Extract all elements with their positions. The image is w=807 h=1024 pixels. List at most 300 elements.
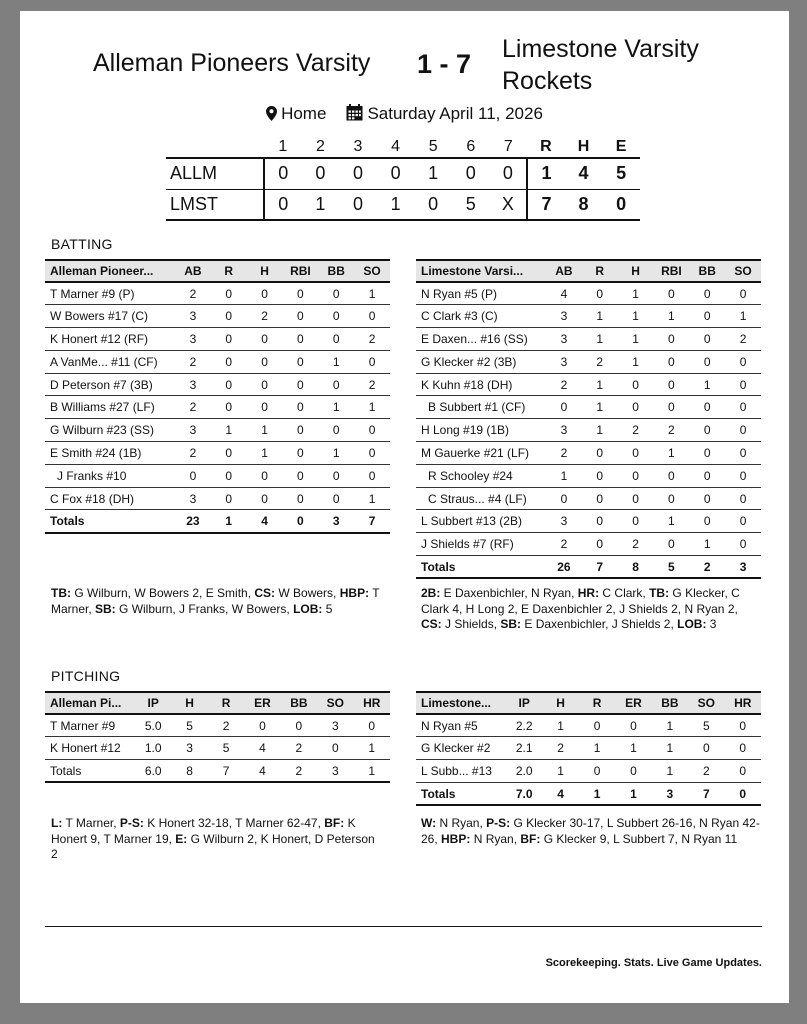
stat-cell: 2 (582, 350, 618, 373)
stat-cell: 1 (725, 305, 761, 328)
team-column-header: Alleman Pioneer... (45, 260, 175, 282)
stat-cell: 1 (582, 328, 618, 351)
player-name: C Fox #18 (DH) (45, 487, 175, 510)
player-row (45, 737, 390, 760)
home-batting-table (416, 259, 761, 579)
game-meta (20, 104, 789, 126)
total-hits: 8 (565, 189, 603, 220)
stat-cell: 0 (247, 282, 283, 305)
player-row (45, 373, 390, 396)
stat-cell: 0 (725, 350, 761, 373)
stat-cell: 1 (318, 350, 354, 373)
stat-cell: 0 (689, 396, 725, 419)
total-cell: 7.0 (506, 782, 542, 805)
player-name: A VanMe... #11 (CF) (45, 350, 175, 373)
stat-cell: 2 (618, 533, 654, 556)
line-score-row-away (166, 158, 640, 189)
stat-cell: 2 (653, 419, 689, 442)
stat-cell: 2 (175, 350, 211, 373)
player-row (416, 305, 761, 328)
inning-runs: 0 (377, 158, 415, 189)
stat-cell: 0 (211, 442, 247, 465)
note-label: CS: (421, 617, 442, 631)
total-cell: 3 (725, 556, 761, 579)
total-cell: 1 (579, 782, 615, 805)
player-row (416, 760, 761, 783)
stat-cell: 0 (653, 373, 689, 396)
stat-cell: 1 (546, 464, 582, 487)
note-text: N Ryan, (470, 831, 521, 846)
total-hits: 4 (565, 158, 603, 189)
total-cell: 2 (281, 760, 317, 783)
player-row (45, 328, 390, 351)
final-score: 1 - 7 (417, 49, 472, 79)
stat-cell: 3 (546, 350, 582, 373)
player-name: K Honert #12 (RF) (45, 328, 175, 351)
stat-cell: 0 (618, 464, 654, 487)
stat-cell: 5 (688, 714, 724, 737)
totals-row (416, 556, 761, 579)
note-label: L: (51, 816, 63, 830)
stat-cell: 2.2 (506, 714, 542, 737)
stat-cell: 0 (689, 487, 725, 510)
note-text: T Marner, (51, 586, 383, 616)
stat-cell: 0 (653, 282, 689, 305)
note-text: K Honert 9, T Marner 19, (51, 816, 359, 846)
player-row (416, 373, 761, 396)
player-name: J Shields #7 (RF) (416, 533, 546, 556)
player-name: G Klecker #2 (3B) (416, 350, 546, 373)
total-cell: 1 (615, 782, 651, 805)
stat-cell: 0 (653, 350, 689, 373)
stat-cell: 1 (582, 373, 618, 396)
stat-cell: 1 (618, 328, 654, 351)
home-pitching-notes (421, 816, 761, 847)
stat-column-header: SO (354, 260, 390, 282)
stat-column-header: R (208, 692, 244, 714)
stat-cell: 0 (618, 487, 654, 510)
stat-cell: 0 (689, 305, 725, 328)
note-label: SB: (95, 601, 116, 616)
stat-cell: 0 (615, 760, 651, 783)
total-cell: 4 (244, 760, 280, 783)
player-name: D Peterson #7 (3B) (45, 373, 175, 396)
player-row (45, 396, 390, 419)
stat-cell: 0 (282, 282, 318, 305)
player-name: T Marner #9 (45, 714, 135, 737)
stat-cell: 2 (247, 305, 283, 328)
stat-column-header: HR (725, 692, 761, 714)
note-label: BF: (324, 816, 345, 830)
totals-row (45, 760, 390, 783)
stat-cell: 1 (653, 305, 689, 328)
game-location: Home (281, 104, 327, 123)
stat-cell: 0 (725, 442, 761, 465)
stat-cell: 0 (618, 510, 654, 533)
footer-divider (45, 926, 762, 927)
stat-cell: 2 (546, 442, 582, 465)
stat-cell: 0 (618, 373, 654, 396)
stat-cell: 0 (354, 305, 390, 328)
total-cell: 3 (318, 510, 354, 533)
stat-column-header: HR (354, 692, 390, 714)
stat-cell: 0 (653, 464, 689, 487)
stat-column-header: BB (689, 260, 725, 282)
total-cell: 23 (175, 510, 211, 533)
stat-cell: 0 (582, 442, 618, 465)
stat-cell: 2 (354, 373, 390, 396)
stat-cell: 0 (211, 305, 247, 328)
note-label: W: (421, 816, 437, 830)
stat-column-header: BB (318, 260, 354, 282)
stat-cell: 0 (211, 282, 247, 305)
stat-cell: 2 (546, 533, 582, 556)
stat-cell: 0 (725, 464, 761, 487)
stat-cell: 0 (689, 464, 725, 487)
total-errors: 5 (602, 158, 640, 189)
table-header-row (416, 260, 761, 282)
stat-cell: 0 (282, 464, 318, 487)
total-cell: 4 (247, 510, 283, 533)
stat-cell: 1 (618, 305, 654, 328)
stat-cell: 2 (546, 373, 582, 396)
note-label: E: (175, 831, 188, 846)
stat-cell: 0 (318, 328, 354, 351)
stat-cell: 0 (725, 714, 761, 737)
player-row (45, 305, 390, 328)
stat-column-header: SO (317, 692, 353, 714)
stat-column-header: H (618, 260, 654, 282)
player-name: N Ryan #5 (P) (416, 282, 546, 305)
totals-row (416, 782, 761, 805)
player-name: L Subb... #13 (416, 760, 506, 783)
stat-cell: 0 (211, 464, 247, 487)
note-text: C Clark, (599, 586, 650, 600)
stat-cell: 0 (282, 350, 318, 373)
stat-cell: 0 (725, 510, 761, 533)
total-cell: 7 (688, 782, 724, 805)
stat-cell: 0 (244, 714, 280, 737)
stat-cell: 2 (175, 282, 211, 305)
note-label: HBP: (441, 831, 471, 846)
batting-section-title: BATTING (51, 236, 113, 252)
inning-runs: 0 (490, 158, 528, 189)
note-label: 2B: (421, 586, 441, 600)
stat-column-header: H (542, 692, 578, 714)
stat-cell: 0 (282, 487, 318, 510)
total-cell: 6.0 (135, 760, 171, 783)
total-cell: 1 (354, 760, 390, 783)
player-name: L Subbert #13 (2B) (416, 510, 546, 533)
stat-column-header: AB (175, 260, 211, 282)
player-name: E Daxen... #16 (SS) (416, 328, 546, 351)
player-row (416, 396, 761, 419)
line-score-table (166, 136, 640, 221)
stat-cell: 0 (247, 464, 283, 487)
stat-cell: 1 (247, 419, 283, 442)
stat-cell: 0 (247, 487, 283, 510)
stat-cell: 0 (579, 760, 615, 783)
stat-cell: 0 (725, 419, 761, 442)
stat-column-header: H (247, 260, 283, 282)
total-runs: 1 (527, 158, 565, 189)
player-name: G Wilburn #23 (SS) (45, 419, 175, 442)
note-label: HBP: (339, 586, 370, 600)
note-label: LOB: (293, 601, 323, 616)
totals-label: Totals (45, 760, 135, 783)
inning-header: 7 (503, 137, 513, 155)
player-row (45, 442, 390, 465)
player-row (45, 714, 390, 737)
stat-cell: 2 (354, 328, 390, 351)
inning-runs: 0 (339, 189, 377, 220)
inning-runs: 0 (452, 158, 490, 189)
note-label: TB: (649, 586, 670, 600)
player-row (416, 282, 761, 305)
stat-cell: 0 (689, 350, 725, 373)
away-batting-table (45, 259, 390, 534)
stat-cell: 0 (689, 510, 725, 533)
stat-column-header: R (582, 260, 618, 282)
note-label: CS: (254, 586, 276, 600)
total-cell: 8 (618, 556, 654, 579)
note-text: E Daxenbichler, J Shields 2, (521, 617, 678, 631)
stat-cell: 4 (244, 737, 280, 760)
home-pitching-table (416, 691, 761, 806)
inning-runs: 0 (339, 158, 377, 189)
player-row (416, 737, 761, 760)
stat-cell: 0 (175, 464, 211, 487)
player-row (45, 419, 390, 442)
line-score-header (166, 136, 640, 158)
inning-runs: 0 (414, 189, 452, 220)
stat-cell: 2 (725, 328, 761, 351)
stat-cell: 0 (317, 737, 353, 760)
stat-cell: 1 (689, 533, 725, 556)
stat-cell: 0 (354, 442, 390, 465)
team-abbr: ALLM (166, 158, 264, 189)
stat-cell: 0 (582, 464, 618, 487)
runs-header: R (540, 137, 552, 155)
stat-cell: 0 (615, 714, 651, 737)
stat-column-header: ER (244, 692, 280, 714)
stat-cell: 0 (282, 442, 318, 465)
stat-cell: 2 (618, 419, 654, 442)
total-cell: 7 (208, 760, 244, 783)
player-row (416, 419, 761, 442)
note-label: P-S: (119, 816, 144, 830)
stat-column-header: BB (652, 692, 688, 714)
stat-cell: 0 (689, 328, 725, 351)
pitching-section-title: PITCHING (51, 668, 121, 684)
player-name: J Franks #10 (45, 464, 175, 487)
scorebook-sheet (20, 11, 789, 1003)
stat-cell: 0 (211, 487, 247, 510)
stat-cell: 0 (354, 714, 390, 737)
total-cell: 3 (317, 760, 353, 783)
stat-column-header: RBI (653, 260, 689, 282)
player-name: T Marner #9 (P) (45, 282, 175, 305)
player-name: R Schooley #24 (416, 464, 546, 487)
inning-runs: 0 (264, 189, 302, 220)
note-text: K Honert 32-18, T Marner 62-47, (143, 816, 325, 830)
stat-column-header: H (171, 692, 207, 714)
player-row (45, 487, 390, 510)
inning-header: 3 (353, 137, 363, 155)
stat-cell: 0 (725, 533, 761, 556)
total-cell: 0 (725, 782, 761, 805)
stat-cell: 2.1 (506, 737, 542, 760)
stat-cell: 1 (211, 419, 247, 442)
stat-cell: 0 (582, 487, 618, 510)
inning-header: 6 (466, 137, 476, 155)
totals-label: Totals (416, 782, 506, 805)
note-label: LOB: (677, 617, 707, 631)
stat-cell: 1 (689, 373, 725, 396)
line-score-row-home (166, 189, 640, 220)
note-text: 3 (706, 617, 717, 631)
stat-cell: 0 (318, 464, 354, 487)
note-text: 5 (322, 601, 333, 616)
totals-label: Totals (416, 556, 546, 579)
note-text: W Bowers, (275, 586, 340, 600)
total-errors: 0 (602, 189, 640, 220)
total-cell: 1 (211, 510, 247, 533)
stat-cell: 0 (579, 714, 615, 737)
player-name: B Williams #27 (LF) (45, 396, 175, 419)
inning-runs: X (490, 189, 528, 220)
stat-cell: 0 (247, 350, 283, 373)
stat-cell: 0 (211, 328, 247, 351)
stat-cell: 0 (653, 533, 689, 556)
note-text: E Daxenbichler, N Ryan, (440, 586, 578, 600)
stat-cell: 3 (175, 419, 211, 442)
note-text: G Wilburn, W Bowers 2, E Smith, (71, 586, 255, 600)
stat-column-header: RBI (282, 260, 318, 282)
stat-cell: 0 (725, 487, 761, 510)
hits-header: H (577, 137, 590, 155)
note-text: G Klecker, C Clark 4, H Long 2, E Daxenbichler 2, J Shields 2, N Ryan 2, (421, 586, 744, 616)
stat-cell: 0 (211, 373, 247, 396)
stat-cell: 1 (354, 487, 390, 510)
stat-cell: 2 (281, 737, 317, 760)
inning-header: 4 (391, 137, 401, 155)
stat-cell: 0 (688, 737, 724, 760)
total-cell: 4 (542, 782, 578, 805)
total-cell: 7 (354, 510, 390, 533)
stat-cell: 0 (653, 328, 689, 351)
stat-cell: 1 (652, 760, 688, 783)
note-label: P-S: (486, 816, 511, 830)
stat-cell: 3 (171, 737, 207, 760)
player-name: H Long #19 (1B) (416, 419, 546, 442)
player-row (416, 510, 761, 533)
stat-cell: 1 (354, 396, 390, 419)
player-name: B Subbert #1 (CF) (416, 396, 546, 419)
stat-cell: 0 (582, 282, 618, 305)
stat-cell: 0 (318, 282, 354, 305)
stat-cell: 2 (175, 396, 211, 419)
stat-cell: 1 (652, 737, 688, 760)
errors-header: E (615, 137, 627, 155)
stat-cell: 0 (582, 510, 618, 533)
stat-cell: 3 (175, 328, 211, 351)
player-row (45, 350, 390, 373)
inning-header: 5 (428, 137, 438, 155)
stat-cell: 1.0 (135, 737, 171, 760)
stat-column-header: SO (688, 692, 724, 714)
calendar-icon (346, 104, 363, 126)
stat-cell: 0 (247, 396, 283, 419)
note-text: G Wilburn, J Franks, W Bowers, (115, 601, 294, 616)
stat-column-header: SO (725, 260, 761, 282)
stat-cell: 0 (247, 328, 283, 351)
stat-cell: 0 (725, 737, 761, 760)
stat-cell: 3 (175, 305, 211, 328)
map-pin-icon (266, 106, 277, 126)
stat-cell: 0 (653, 487, 689, 510)
stat-cell: 3 (175, 487, 211, 510)
player-name: K Kuhn #18 (DH) (416, 373, 546, 396)
team-column-header: Limestone... (416, 692, 506, 714)
player-name: K Honert #12 (45, 737, 135, 760)
game-date: Saturday April 11, 2026 (367, 104, 543, 123)
stat-cell: 0 (318, 305, 354, 328)
note-label: SB: (500, 617, 522, 631)
stat-cell: 5 (208, 737, 244, 760)
stat-cell: 1 (653, 442, 689, 465)
player-name: C Clark #3 (C) (416, 305, 546, 328)
stat-cell: 1 (653, 510, 689, 533)
player-name: M Gauerke #21 (LF) (416, 442, 546, 465)
stat-cell: 1 (582, 305, 618, 328)
stat-cell: 1 (247, 442, 283, 465)
inning-runs: 1 (377, 189, 415, 220)
stat-cell: 0 (281, 714, 317, 737)
stat-cell: 3 (546, 305, 582, 328)
table-header-row (416, 692, 761, 714)
note-label: HR: (577, 586, 600, 600)
stat-column-header: BB (281, 692, 317, 714)
player-name: G Klecker #2 (416, 737, 506, 760)
stat-cell: 1 (582, 419, 618, 442)
stat-cell: 0 (354, 350, 390, 373)
stat-cell: 0 (354, 419, 390, 442)
stat-column-header: R (211, 260, 247, 282)
inning-runs: 1 (302, 189, 340, 220)
note-text: G Klecker 9, L Subbert 7, N Ryan 11 (540, 831, 738, 846)
stat-column-header: AB (546, 260, 582, 282)
stat-cell: 1 (582, 396, 618, 419)
player-row (416, 442, 761, 465)
stat-cell: 0 (582, 533, 618, 556)
note-label: BF: (520, 831, 541, 846)
player-row (45, 282, 390, 305)
away-batting-notes (51, 586, 381, 617)
stat-column-header: R (579, 692, 615, 714)
stat-cell: 2 (542, 737, 578, 760)
stat-cell: 0 (211, 350, 247, 373)
totals-label: Totals (45, 510, 175, 533)
home-team-name: Limestone Varsity Rockets (502, 35, 699, 95)
player-row (416, 350, 761, 373)
stat-cell: 0 (318, 373, 354, 396)
total-cell: 26 (546, 556, 582, 579)
away-pitching-table (45, 691, 390, 783)
player-row (416, 328, 761, 351)
stat-cell: 1 (542, 714, 578, 737)
table-header-row (45, 692, 390, 714)
